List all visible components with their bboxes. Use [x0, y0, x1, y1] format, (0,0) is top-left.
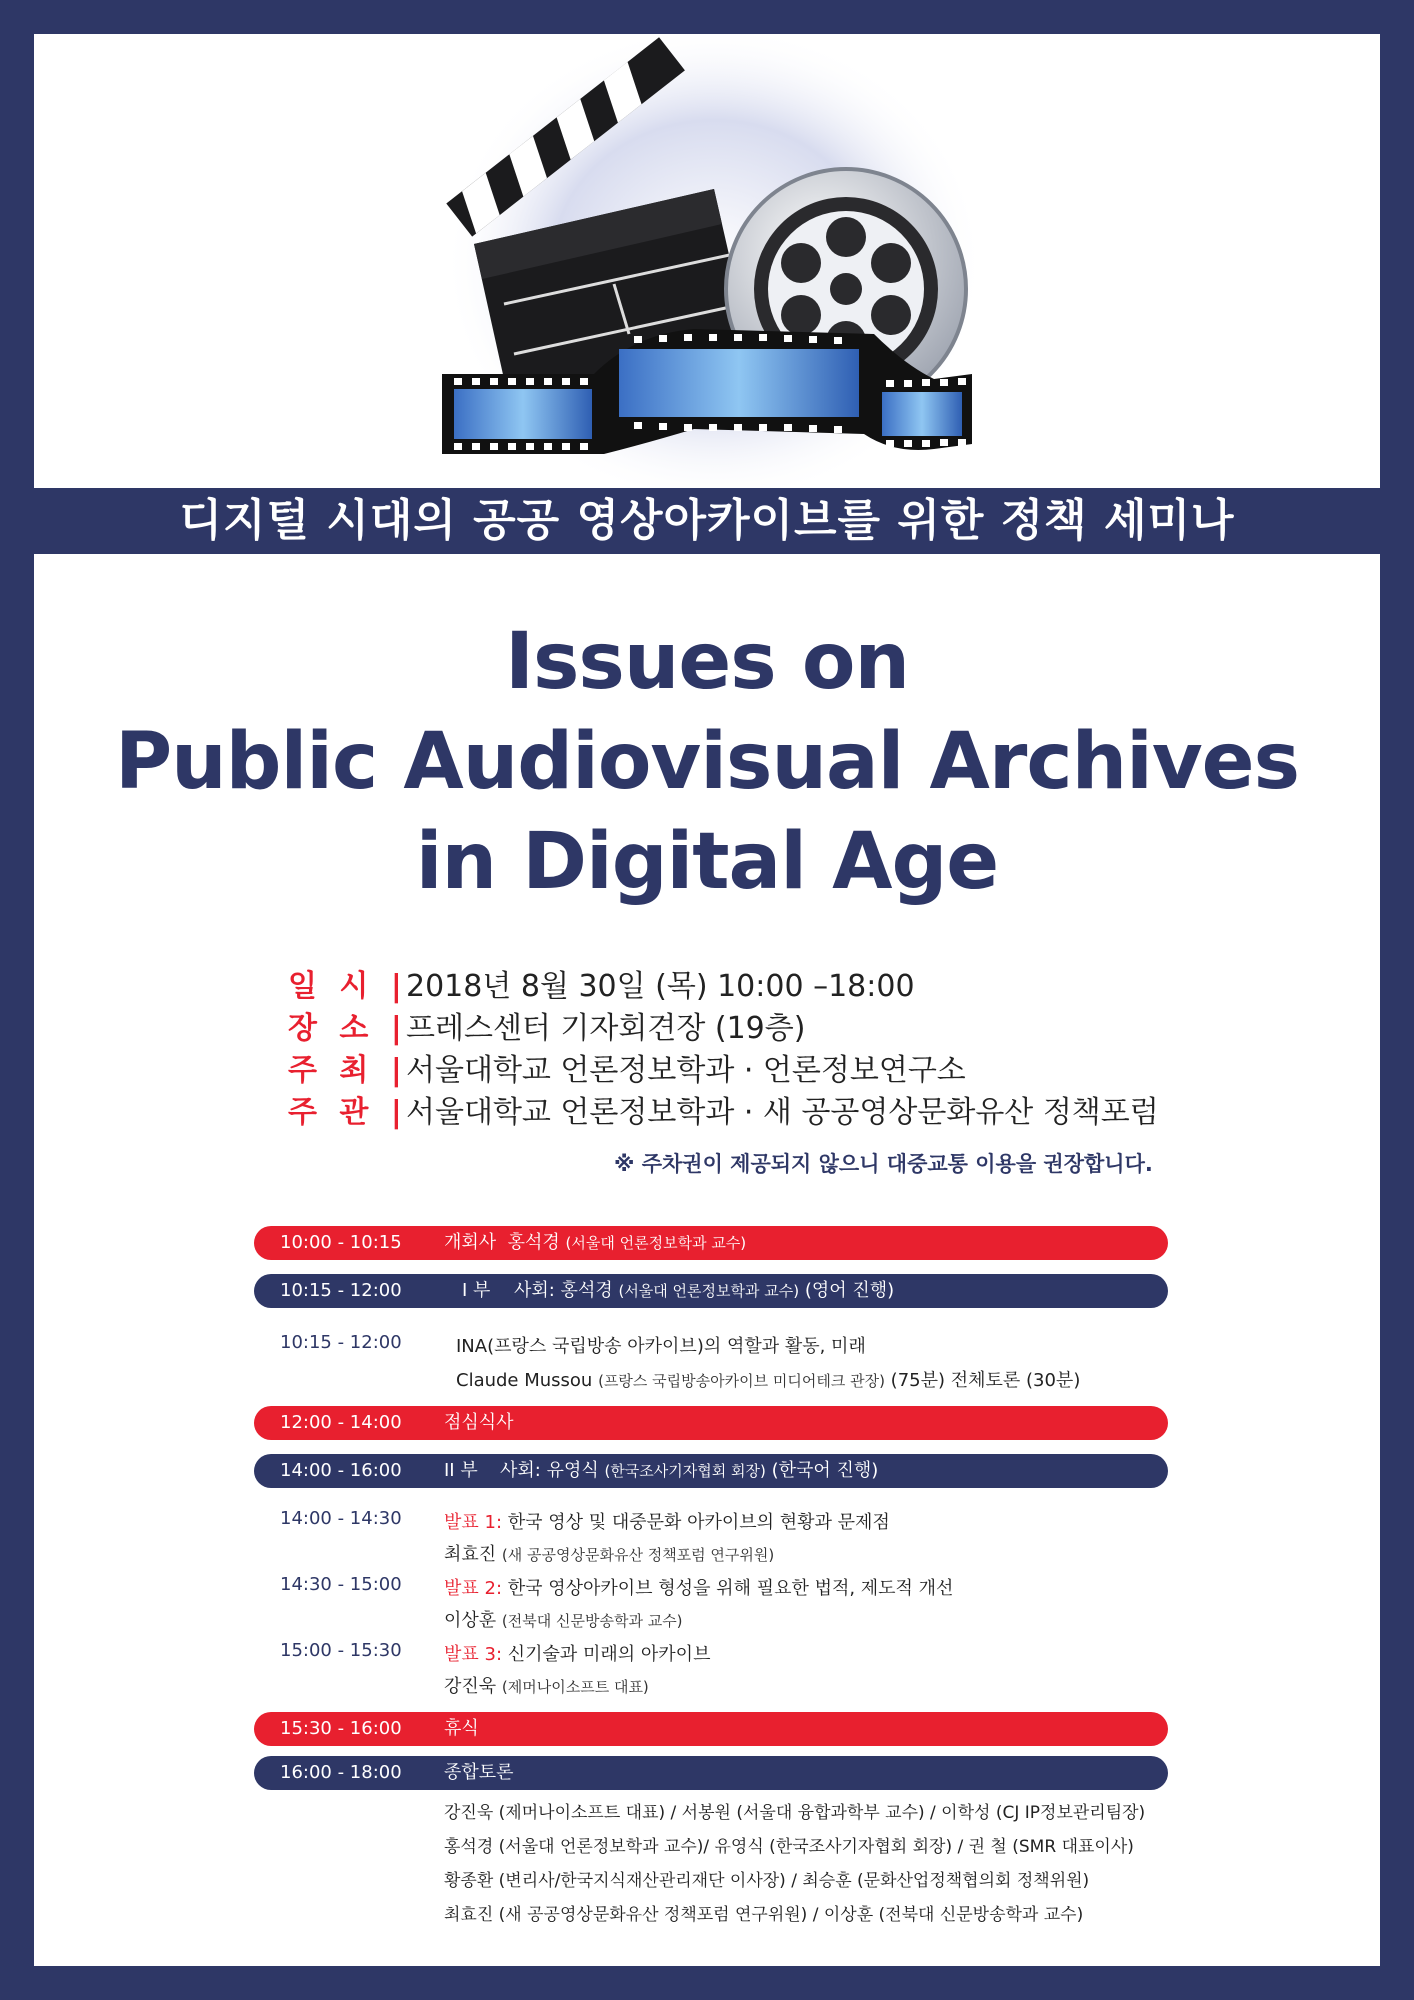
talk-2-speaker: 이상훈 (전북대 신문방송학과 교수) [444, 1610, 683, 1631]
part1-item-title: INA(프랑스 국립방송 아카이브)의 역할과 활동, 미래 [456, 1336, 866, 1357]
title-line-2: Public Audiovisual Archives [114, 717, 1300, 807]
panel-line-4: 최효진 (새 공공영상문화유산 정책포럼 연구위원) / 이상훈 (전북대 신문방송학과 교수) [444, 1905, 1084, 1925]
schedule-label: II 부 [444, 1460, 478, 1481]
poster [34, 34, 1380, 1966]
info-row-date [288, 962, 1188, 1004]
schedule-time: 16:00 - 18:00 [280, 1762, 402, 1783]
schedule-bar-part1 [254, 1274, 1168, 1308]
talk-2-title: 발표 2: 한국 영상아카이브 형성을 위해 필요한 법적, 제도적 개선 [444, 1578, 954, 1599]
info-key: 주 관 | [288, 1095, 408, 1130]
parking-notice: ※ 주차권이 제공되지 않으니 대중교통 이용을 권장합니다. [614, 1152, 1153, 1176]
schedule-time: 15:30 - 16:00 [280, 1718, 402, 1739]
schedule-time: 12:00 - 14:00 [280, 1412, 402, 1433]
info-value: 프레스센터 기자회견장 (19층) [406, 1011, 806, 1046]
info-key: 주 최 | [288, 1053, 408, 1088]
info-key: 일 시 | [288, 969, 408, 1004]
panel-line-1: 강진욱 (제머나이소프트 대표) / 서봉원 (서울대 융합과학부 교수) / 이학성 (CJ IP정보관리팀장) [444, 1803, 1146, 1823]
schedule-bar-part2 [254, 1454, 1168, 1488]
event-info [288, 962, 1188, 1130]
info-value: 2018년 8월 30일 (목) 10:00 –18:00 [406, 969, 915, 1004]
info-value: 서울대학교 언론정보학과 · 새 공공영상문화유산 정책포럼 [406, 1095, 1159, 1130]
schedule-time: 10:15 - 12:00 [280, 1280, 402, 1301]
schedule-chair: 사회: 홍석경 (서울대 언론정보학과 교수) (영어 진행) [514, 1280, 895, 1301]
schedule-chair: 사회: 유영식 (한국조사기자협회 회장) (한국어 진행) [500, 1460, 879, 1481]
schedule-bar-break [254, 1712, 1168, 1746]
schedule-bar-discussion [254, 1756, 1168, 1790]
title-line-1: Issues on [504, 617, 909, 707]
panel-line-2: 홍석경 (서울대 언론정보학과 교수)/ 유영식 (한국조사기자협회 회장) / 권 철 (SMR 대표이사) [444, 1837, 1134, 1857]
schedule-label: 종합토론 [444, 1762, 514, 1783]
talk-3-title: 발표 3: 신기술과 미래의 아카이브 [444, 1644, 711, 1665]
schedule-label: 점심식사 [444, 1412, 514, 1433]
talk-3-time: 15:00 - 15:30 [280, 1640, 402, 1661]
title-line-3: in Digital Age [415, 817, 999, 907]
schedule-label: 휴식 [444, 1718, 479, 1739]
schedule-time: 14:00 - 16:00 [280, 1460, 402, 1481]
talk-1-time: 14:00 - 14:30 [280, 1508, 402, 1529]
schedule-bar-opening [254, 1226, 1168, 1260]
schedule-label: 개회사 홍석경 (서울대 언론정보학과 교수) [444, 1232, 747, 1253]
seminar-banner: 디지털 시대의 공공 영상아카이브를 위한 정책 세미나 [34, 488, 1380, 554]
part1-item-time: 10:15 - 12:00 [280, 1332, 402, 1353]
schedule-bar-lunch [254, 1406, 1168, 1440]
clapperboard-film-reel-icon [34, 34, 1380, 488]
panel-line-3: 황종환 (변리사/한국지식재산관리재단 이사장) / 최승훈 (문화산업정책협의회 정책위원) [444, 1871, 1090, 1891]
talk-3-speaker: 강진욱 (제머나이소프트 대표) [444, 1676, 649, 1697]
info-row-organizer [288, 1088, 1188, 1130]
part1-item-speaker: Claude Mussou (프랑스 국립방송아카이브 미디어테크 관장) (75분) 전체토론 (30분) [456, 1370, 1081, 1391]
info-value: 서울대학교 언론정보학과 · 언론정보연구소 [406, 1053, 966, 1088]
page-title [34, 612, 1380, 912]
talk-2-time: 14:30 - 15:00 [280, 1574, 402, 1595]
info-row-venue [288, 1004, 1188, 1046]
info-row-host [288, 1046, 1188, 1088]
talk-1-speaker: 최효진 (새 공공영상문화유산 정책포럼 연구위원) [444, 1544, 775, 1565]
talk-1-title: 발표 1: 한국 영상 및 대중문화 아카이브의 현황과 문제점 [444, 1512, 890, 1533]
film-illustration [34, 34, 1380, 488]
info-key: 장 소 | [288, 1011, 408, 1046]
schedule-time: 10:00 - 10:15 [280, 1232, 402, 1253]
schedule-label: I 부 [462, 1280, 491, 1301]
